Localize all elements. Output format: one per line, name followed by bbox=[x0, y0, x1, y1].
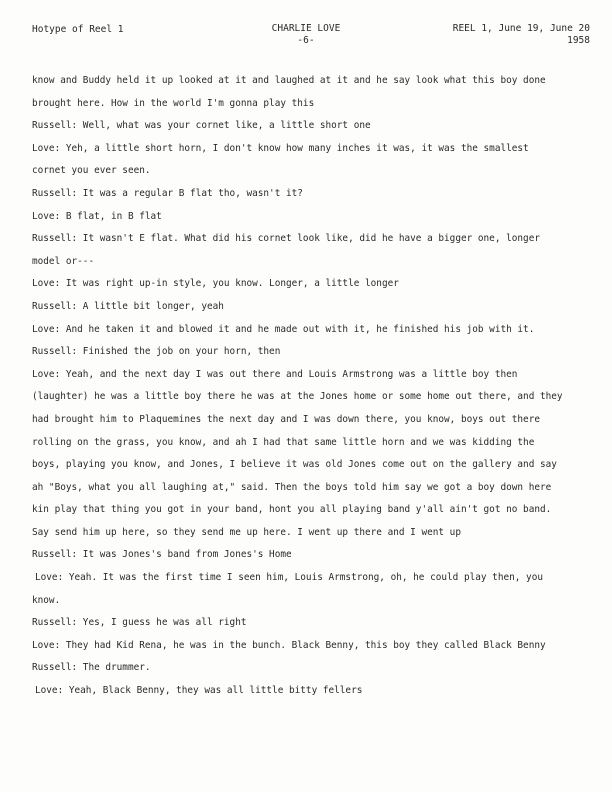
transcript-body bbox=[32, 70, 598, 703]
header-reel-date bbox=[453, 23, 590, 47]
transcript-line: Russell: It was a regular B flat tho, wasn't it? bbox=[32, 187, 303, 199]
header-reel-date-line1: REEL 1, June 19, June 20 bbox=[452, 23, 590, 34]
transcript-line: Love: B flat, in B flat bbox=[32, 210, 162, 222]
transcript-line: brought here. How in the world I'm gonna play this bbox=[32, 97, 315, 109]
header-reel-date-line2: 1958 bbox=[567, 35, 590, 46]
transcript-line: kin play that thing you got in your band, hont you all playing band y'all ain't got no band. bbox=[32, 504, 552, 516]
transcript-line: Love: Yeah. It was the first time I seen him, Louis Armstrong, oh, he could play then, you bbox=[35, 572, 543, 584]
transcript-line: had brought him to Plaquemines the next day and I was down there, you know, boys out there bbox=[32, 413, 540, 425]
transcript-line: know. bbox=[32, 594, 61, 606]
transcript-line: Russell: It was Jones's band from Jones's Home bbox=[32, 549, 292, 561]
transcript-line: Russell: Finished the job on your horn, then bbox=[32, 346, 281, 358]
transcript-line: Russell: The drummer. bbox=[32, 662, 151, 674]
transcript-line: Love: Yeah, and the next day I was out there and Louis Armstrong was a little boy then bbox=[32, 368, 518, 380]
header-interviewee-name: CHARLIE LOVE bbox=[271, 23, 341, 34]
transcript-line: ah "Boys, what you all laughing at," said. Then the boys told him say we got a boy down here bbox=[32, 481, 552, 493]
transcript-line: Love: Yeah, Black Benny, they was all little bitty fellers bbox=[35, 685, 363, 697]
page-number: -6- bbox=[297, 35, 315, 46]
transcript-line: (laughter) he was a little boy there he was at the Jones home or some home out there, and they bbox=[32, 391, 563, 403]
transcript-line: cornet you ever seen. bbox=[32, 165, 151, 177]
header-reel-label: Hotype of Reel 1 bbox=[32, 24, 124, 35]
transcript-line: Love: And he taken it and blowed it and he made out with it, he finished his job with it. bbox=[32, 323, 535, 335]
transcript-line: Russell: Yes, I guess he was all right bbox=[32, 617, 247, 629]
transcript-line: Love: It was right up-in style, you know. Longer, a little longer bbox=[32, 278, 399, 290]
transcript-line: Say send him up here, so they send me up here. I went up there and I went up bbox=[32, 526, 461, 538]
transcript-line: Russell: A little bit longer, yeah bbox=[32, 300, 224, 312]
transcript-line: boys, playing you know, and Jones, I believe it was old Jones come out on the gallery and say bbox=[32, 459, 557, 471]
transcript-line: Love: Yeh, a little short horn, I don't know how many inches it was, it was the smallest bbox=[32, 142, 529, 154]
transcript-line: know and Buddy held it up looked at it and laughed at it and he say look what this boy done bbox=[32, 75, 546, 86]
transcript-line: Russell: Well, what was your cornet like, a little short one bbox=[32, 120, 371, 132]
transcript-line: Love: They had Kid Rena, he was in the bunch. Black Benny, this boy they called Black Benny bbox=[32, 639, 546, 651]
transcript-line: Russell: It wasn't E flat. What did his cornet look like, did he have a bigger one, longer bbox=[32, 233, 540, 245]
transcript-line: rolling on the grass, you know, and ah I had that same little horn and we was kidding the bbox=[32, 436, 535, 448]
transcript-line: model or--- bbox=[32, 255, 95, 267]
